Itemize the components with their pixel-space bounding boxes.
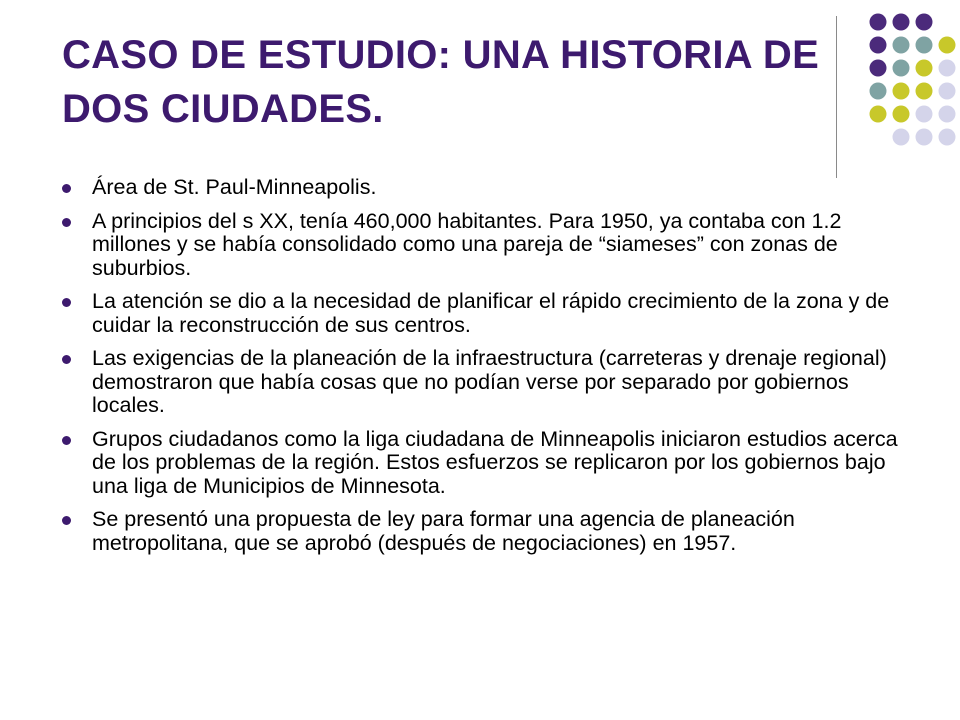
- decorative-dot: [870, 14, 887, 31]
- bullet-item: [62, 210, 912, 281]
- decorative-dot: [939, 106, 956, 123]
- decorative-dot: [916, 129, 933, 146]
- decorative-dot: [893, 60, 910, 77]
- decorative-dot: [870, 60, 887, 77]
- bullet-item: [62, 176, 912, 200]
- bullet-item: [62, 428, 912, 499]
- bullet-text: Las exigencias de la planeación de la infraestructura (carreteras y drenaje regional) demostraron que había cosas que no podían verse por separado por gobiernos locales.: [92, 346, 887, 417]
- bullet-text: Área de St. Paul-Minneapolis.: [92, 175, 377, 199]
- bullet-dot-icon: [62, 184, 71, 193]
- decorative-dot: [916, 106, 933, 123]
- decorative-dot: [870, 83, 887, 100]
- decorative-dot: [893, 83, 910, 100]
- decorative-dot: [916, 37, 933, 54]
- decorative-dot: [939, 60, 956, 77]
- bullet-list: [62, 176, 912, 565]
- decorative-dot: [916, 83, 933, 100]
- decorative-dot: [916, 60, 933, 77]
- decorative-dot: [893, 129, 910, 146]
- decorative-dot: [893, 14, 910, 31]
- decorative-dot: [939, 129, 956, 146]
- decorative-dot: [939, 83, 956, 100]
- decorative-dot: [870, 106, 887, 123]
- title-divider: [836, 16, 837, 178]
- decorative-dot: [870, 37, 887, 54]
- decorative-dot: [893, 37, 910, 54]
- bullet-text: Se presentó una propuesta de ley para formar una agencia de planeación metropolitana, que se aprobó (después de negociaciones) en 1957.: [92, 507, 795, 555]
- bullet-item: [62, 508, 912, 555]
- decorative-dot-grid: [848, 0, 960, 160]
- bullet-text: Grupos ciudadanos como la liga ciudadana de Minneapolis iniciaron estudios acerca de los problemas de la región. Estos esfuerzos se replicaron por los gobiernos bajo una liga de Municipios de Minnesota.: [92, 426, 898, 498]
- bullet-text: La atención se dio a la necesidad de planificar el rápido crecimiento de la zona y de cuidar la reconstrucción de sus centros.: [92, 289, 890, 337]
- bullet-text: A principios del s XX, tenía 460,000 habitantes. Para 1950, ya contaba con 1.2 millones y se había consolidado como una pareja de “siameses” con zonas de suburbios.: [92, 208, 842, 280]
- bullet-dot-icon: [62, 355, 71, 364]
- slide-title: CASO DE ESTUDIO: UNA HISTORIA DE DOS CIUDADES.: [62, 33, 820, 131]
- bullet-dot-icon: [62, 436, 71, 445]
- bullet-dot-icon: [62, 218, 71, 227]
- bullet-dot-icon: [62, 516, 71, 525]
- decorative-dot: [939, 37, 956, 54]
- bullet-item: [62, 347, 912, 418]
- bullet-dot-icon: [62, 298, 71, 307]
- decorative-dot: [916, 14, 933, 31]
- bullet-item: [62, 290, 912, 337]
- decorative-dot: [893, 106, 910, 123]
